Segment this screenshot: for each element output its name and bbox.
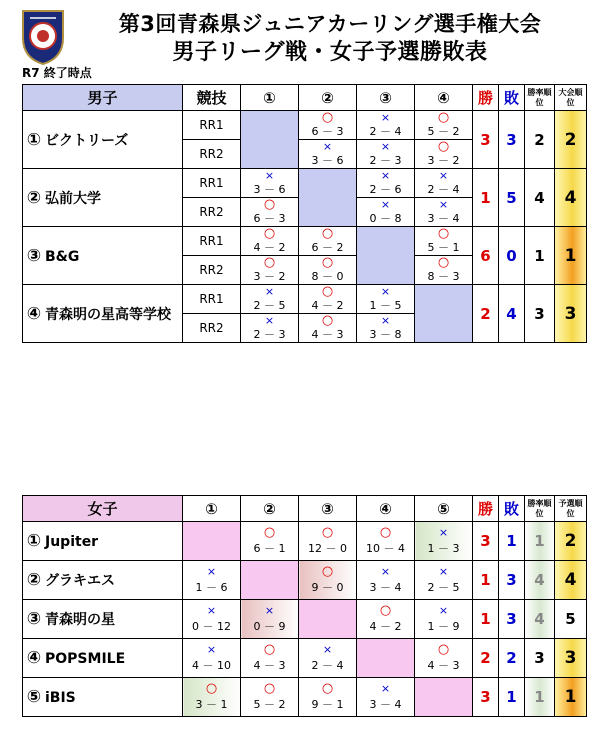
match-score: 6 － 3 <box>311 125 344 138</box>
round-label: RR1 <box>183 169 241 198</box>
header-opponent: ③ <box>357 85 415 111</box>
match-result-cell <box>241 198 299 227</box>
match-score: 4 － 2 <box>369 620 402 633</box>
self-match-cell <box>299 169 357 227</box>
team-name-cell <box>23 561 183 600</box>
prelim-rank: 4 <box>555 561 587 600</box>
match-score: 0 － 12 <box>192 620 231 633</box>
match-score: 5 － 1 <box>427 241 460 254</box>
round-label: RR1 <box>183 285 241 314</box>
team-number: ③ <box>26 245 42 266</box>
header-rate-rank: 勝率順位 <box>525 496 555 522</box>
match-result-cell <box>241 639 299 678</box>
match-result-cell <box>415 600 473 639</box>
wins-count: 1 <box>473 169 499 227</box>
loss-mark: × <box>380 111 391 124</box>
wins-count: 3 <box>473 522 499 561</box>
match-result-cell <box>357 111 415 140</box>
loss-mark: × <box>438 169 449 182</box>
win-mark: ○ <box>321 525 334 540</box>
page-subtitle: 男子リーグ戦・女子予選勝敗表 <box>172 40 488 65</box>
team-number: ⑤ <box>26 687 42 707</box>
loss-mark: × <box>206 604 217 617</box>
match-result-cell <box>357 561 415 600</box>
match-score: 0 － 8 <box>369 212 402 225</box>
match-score: 8 － 0 <box>311 270 344 283</box>
team-name: Jupiter <box>45 534 99 550</box>
match-score: 3 － 6 <box>311 154 344 167</box>
win-mark: ○ <box>263 525 276 540</box>
match-score: 6 － 1 <box>253 542 286 555</box>
win-mark: ○ <box>321 226 334 241</box>
team-name: グラキエス <box>45 573 115 589</box>
loss-mark: × <box>380 565 391 578</box>
status-note: R7 終了時点 <box>22 66 92 80</box>
match-score: 3 － 8 <box>369 328 402 341</box>
match-score: 12 － 0 <box>308 542 347 555</box>
match-score: 1 － 5 <box>369 299 402 312</box>
loss-mark: × <box>380 314 391 327</box>
match-score: 2 － 4 <box>311 659 344 672</box>
match-result-cell <box>357 285 415 314</box>
match-result-cell <box>299 227 357 256</box>
match-score: 3 － 4 <box>427 212 460 225</box>
self-match-cell <box>357 639 415 678</box>
rate-rank: 4 <box>525 561 555 600</box>
team-name-cell <box>23 600 183 639</box>
header-opponent: ② <box>241 496 299 522</box>
match-score: 1 － 3 <box>427 542 460 555</box>
association-emblem <box>20 8 66 66</box>
rate-rank: 4 <box>525 600 555 639</box>
match-score: 1 － 9 <box>427 620 460 633</box>
match-result-cell <box>415 111 473 140</box>
round-label: RR1 <box>183 227 241 256</box>
loss-mark: × <box>206 643 217 656</box>
loss-mark: × <box>264 314 275 327</box>
win-mark: ○ <box>263 681 276 696</box>
win-mark: ○ <box>379 525 392 540</box>
match-result-cell <box>357 600 415 639</box>
match-result-cell <box>299 314 357 343</box>
losses-count: 3 <box>499 561 525 600</box>
match-score: 2 － 3 <box>253 328 286 341</box>
header-event: 競技 <box>183 85 241 111</box>
round-label: RR2 <box>183 140 241 169</box>
team-name-cell <box>23 639 183 678</box>
match-result-cell <box>241 314 299 343</box>
loss-mark: × <box>264 285 275 298</box>
win-mark: ○ <box>263 255 276 270</box>
match-result-cell <box>357 169 415 198</box>
losses-count: 4 <box>499 285 525 343</box>
win-mark: ○ <box>263 642 276 657</box>
match-score: 3 － 6 <box>253 183 286 196</box>
header-tournament-rank: 大会順位 <box>555 85 587 111</box>
wins-count: 2 <box>473 639 499 678</box>
loss-mark: × <box>438 198 449 211</box>
match-result-cell <box>357 140 415 169</box>
losses-count: 0 <box>499 227 525 285</box>
win-mark: ○ <box>379 603 392 618</box>
match-result-cell <box>241 678 299 717</box>
match-score: 0 － 9 <box>253 620 286 633</box>
match-score: 4 － 2 <box>311 299 344 312</box>
match-score: 2 － 6 <box>369 183 402 196</box>
rate-rank: 1 <box>525 678 555 717</box>
loss-mark: × <box>322 643 333 656</box>
win-mark: ○ <box>437 110 450 125</box>
wins-count: 3 <box>473 111 499 169</box>
match-result-cell <box>415 198 473 227</box>
team-name-cell <box>23 678 183 717</box>
match-score: 2 － 4 <box>427 183 460 196</box>
win-mark: ○ <box>437 255 450 270</box>
match-score: 10 － 4 <box>366 542 405 555</box>
loss-mark: × <box>322 140 333 153</box>
match-score: 3 － 1 <box>195 698 228 711</box>
team-number: ④ <box>26 303 42 324</box>
win-mark: ○ <box>437 642 450 657</box>
match-score: 3 － 4 <box>369 581 402 594</box>
match-result-cell <box>299 256 357 285</box>
team-number: ② <box>26 187 42 208</box>
team-number: ② <box>26 570 42 590</box>
match-result-cell <box>299 561 357 600</box>
losses-count: 3 <box>499 600 525 639</box>
match-score: 4 － 3 <box>253 659 286 672</box>
self-match-cell <box>357 227 415 285</box>
match-score: 2 － 3 <box>369 154 402 167</box>
losses-count: 3 <box>499 111 525 169</box>
match-result-cell <box>415 227 473 256</box>
prelim-rank: 2 <box>555 522 587 561</box>
prelim-rank: 5 <box>555 600 587 639</box>
self-match-cell <box>415 285 473 343</box>
match-result-cell <box>183 600 241 639</box>
match-result-cell <box>241 600 299 639</box>
self-match-cell <box>241 111 299 169</box>
match-score: 4 － 10 <box>192 659 231 672</box>
team-name: 青森明の星 <box>45 612 115 628</box>
wins-count: 1 <box>473 600 499 639</box>
match-result-cell <box>241 285 299 314</box>
header-wins: 勝 <box>473 496 499 522</box>
win-mark: ○ <box>437 226 450 241</box>
match-result-cell <box>415 256 473 285</box>
team-name-cell <box>23 522 183 561</box>
win-mark: ○ <box>321 681 334 696</box>
match-result-cell <box>241 522 299 561</box>
header-opponent: ④ <box>415 85 473 111</box>
team-name-cell <box>23 285 183 343</box>
match-score: 6 － 2 <box>311 241 344 254</box>
header-losses: 敗 <box>499 85 525 111</box>
match-result-cell <box>415 639 473 678</box>
match-score: 4 － 2 <box>253 241 286 254</box>
wins-count: 2 <box>473 285 499 343</box>
team-name-cell <box>23 227 183 285</box>
match-score: 5 － 2 <box>253 698 286 711</box>
header-rate-rank: 勝率順位 <box>525 85 555 111</box>
wins-count: 3 <box>473 678 499 717</box>
team-name: B&G <box>45 248 80 265</box>
loss-mark: × <box>438 526 449 539</box>
team-name: ビクトリーズ <box>45 132 129 149</box>
loss-mark: × <box>264 169 275 182</box>
header-opponent: ① <box>241 85 299 111</box>
prelim-rank: 1 <box>555 678 587 717</box>
loss-mark: × <box>380 169 391 182</box>
prelim-rank: 3 <box>555 639 587 678</box>
match-result-cell <box>299 285 357 314</box>
women-standings-table <box>22 495 587 717</box>
match-score: 9 － 1 <box>311 698 344 711</box>
self-match-cell <box>183 522 241 561</box>
match-score: 1 － 6 <box>195 581 228 594</box>
loss-mark: × <box>206 565 217 578</box>
self-match-cell <box>415 678 473 717</box>
team-name: iBIS <box>45 690 76 706</box>
losses-count: 1 <box>499 678 525 717</box>
loss-mark: × <box>438 565 449 578</box>
match-result-cell <box>241 227 299 256</box>
team-number: ① <box>26 129 42 150</box>
team-name: 弘前大学 <box>45 190 101 207</box>
round-label: RR2 <box>183 256 241 285</box>
match-score: 3 － 4 <box>369 698 402 711</box>
rate-rank: 3 <box>525 639 555 678</box>
match-score: 2 － 5 <box>253 299 286 312</box>
team-number: ① <box>26 531 42 551</box>
match-result-cell <box>357 678 415 717</box>
tournament-rank: 3 <box>555 285 587 343</box>
match-result-cell <box>415 522 473 561</box>
team-name-cell <box>23 169 183 227</box>
header-prelim-rank: 予選順位 <box>555 496 587 522</box>
page-title: 第3回青森県ジュニアカーリング選手権大会 <box>118 12 542 36</box>
match-score: 2 － 4 <box>369 125 402 138</box>
loss-mark: × <box>380 198 391 211</box>
loss-mark: × <box>380 140 391 153</box>
win-mark: ○ <box>205 681 218 696</box>
match-score: 3 － 2 <box>253 270 286 283</box>
match-score: 2 － 5 <box>427 581 460 594</box>
self-match-cell <box>241 561 299 600</box>
wins-count: 1 <box>473 561 499 600</box>
header-team: 女子 <box>23 496 183 522</box>
rate-rank: 4 <box>525 169 555 227</box>
match-result-cell <box>299 522 357 561</box>
losses-count: 5 <box>499 169 525 227</box>
win-mark: ○ <box>321 313 334 328</box>
header-opponent: ① <box>183 496 241 522</box>
win-mark: ○ <box>437 139 450 154</box>
match-result-cell <box>299 111 357 140</box>
round-label: RR2 <box>183 198 241 227</box>
match-result-cell <box>241 169 299 198</box>
match-result-cell <box>299 678 357 717</box>
match-score: 6 － 3 <box>253 212 286 225</box>
match-result-cell <box>415 561 473 600</box>
self-match-cell <box>299 600 357 639</box>
win-mark: ○ <box>321 564 334 579</box>
match-result-cell <box>183 639 241 678</box>
loss-mark: × <box>438 604 449 617</box>
match-result-cell <box>183 678 241 717</box>
match-score: 4 － 3 <box>427 659 460 672</box>
team-name-cell <box>23 111 183 169</box>
header-opponent: ⑤ <box>415 496 473 522</box>
rate-rank: 1 <box>525 227 555 285</box>
match-score: 3 － 2 <box>427 154 460 167</box>
match-result-cell <box>241 256 299 285</box>
team-name: POPSMILE <box>45 651 126 667</box>
team-name: 青森明の星高等学校 <box>45 306 171 323</box>
header-opponent: ② <box>299 85 357 111</box>
match-result-cell <box>415 169 473 198</box>
match-result-cell <box>357 522 415 561</box>
match-score: 8 － 3 <box>427 270 460 283</box>
wins-count: 6 <box>473 227 499 285</box>
rate-rank: 3 <box>525 285 555 343</box>
tournament-rank: 2 <box>555 111 587 169</box>
match-result-cell <box>183 561 241 600</box>
match-result-cell <box>357 198 415 227</box>
header-wins: 勝 <box>473 85 499 111</box>
loss-mark: × <box>264 604 275 617</box>
win-mark: ○ <box>321 284 334 299</box>
match-result-cell <box>299 140 357 169</box>
win-mark: ○ <box>263 197 276 212</box>
men-standings-table <box>22 84 587 343</box>
header-opponent: ③ <box>299 496 357 522</box>
match-result-cell <box>299 639 357 678</box>
match-score: 9 － 0 <box>311 581 344 594</box>
tournament-rank: 4 <box>555 169 587 227</box>
loss-mark: × <box>380 285 391 298</box>
header-losses: 敗 <box>499 496 525 522</box>
rate-rank: 2 <box>525 111 555 169</box>
tournament-rank: 1 <box>555 227 587 285</box>
loss-mark: × <box>380 682 391 695</box>
match-result-cell <box>357 314 415 343</box>
win-mark: ○ <box>321 255 334 270</box>
rate-rank: 1 <box>525 522 555 561</box>
match-score: 4 － 3 <box>311 328 344 341</box>
round-label: RR2 <box>183 314 241 343</box>
losses-count: 1 <box>499 522 525 561</box>
match-score: 5 － 2 <box>427 125 460 138</box>
header-team: 男子 <box>23 85 183 111</box>
round-label: RR1 <box>183 111 241 140</box>
team-number: ④ <box>26 648 42 668</box>
match-result-cell <box>415 140 473 169</box>
header-opponent: ④ <box>357 496 415 522</box>
team-number: ③ <box>26 609 42 629</box>
win-mark: ○ <box>321 110 334 125</box>
win-mark: ○ <box>263 226 276 241</box>
losses-count: 2 <box>499 639 525 678</box>
